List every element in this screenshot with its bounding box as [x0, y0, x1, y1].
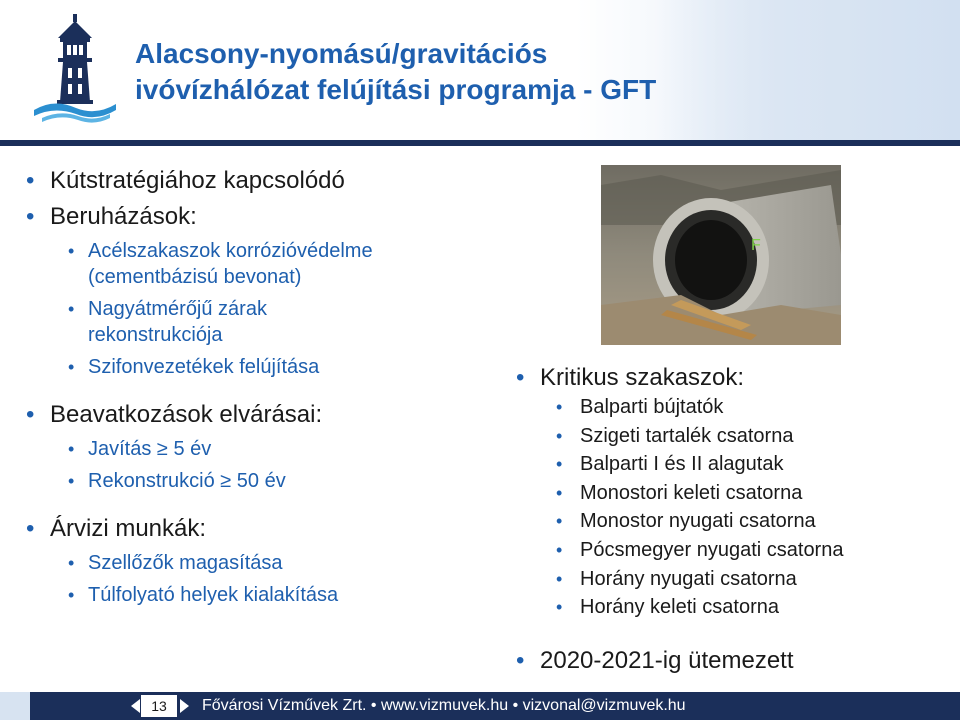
sub-bullet-javitas: • Javítás ≥ 5 év	[68, 436, 486, 462]
sub-bullet-critical-1: • Balparti bújtatók	[556, 393, 946, 422]
sub-bullet-critical-5: • Monostor nyugati csatorna	[556, 507, 946, 536]
sub-bullet-rekonstrukcio: • Rekonstrukció ≥ 50 év	[68, 468, 486, 494]
left-bullet-list	[26, 166, 486, 608]
sub-bullet-zarak: • Nagyátmérőjű zárak rekonstrukciója	[68, 296, 318, 348]
title-line-2: ivóvízhálózat felújítási programja - GFT	[135, 74, 657, 105]
sub-bullet-critical-8: • Horány keleti csatorna	[556, 593, 946, 622]
title-line-1: Alacsony-nyomású/gravitációs	[135, 38, 548, 69]
footer-accent	[0, 692, 30, 720]
next-slide-arrow-icon[interactable]	[180, 699, 189, 713]
bullet-beavatkozasok: • Beavatkozások elvárásai:	[26, 400, 486, 430]
sub-bullet-acelszakaszok: • Acélszakaszok korrózióvédelme (cementbázisú bevonat)	[68, 238, 418, 290]
sub-bullet-critical-4: • Monostori keleti csatorna	[556, 479, 946, 508]
sub-bullet-critical-2: • Szigeti tartalék csatorna	[556, 422, 946, 451]
right-bullet-list	[516, 363, 946, 676]
bullet-schedule: • 2020-2021-ig ütemezett	[516, 646, 946, 676]
pipe-marking-text: F	[751, 237, 761, 254]
pipe-photo	[601, 165, 841, 345]
bullet-beruhazasok: • Beruházások:	[26, 202, 486, 232]
bullet-kritikus: • Kritikus szakaszok:	[516, 363, 946, 393]
sub-bullet-tulfolyato: • Túlfolyató helyek kialakítása	[68, 582, 486, 608]
header-divider	[0, 140, 960, 146]
prev-slide-arrow-icon[interactable]	[131, 699, 140, 713]
footer-contact: Fővárosi Vízművek Zrt. • www.vizmuvek.hu • vizvonal@vizmuvek.hu	[202, 697, 686, 714]
sub-bullet-critical-6: • Pócsmegyer nyugati csatorna	[556, 536, 946, 565]
bullet-arvizi: • Árvizi munkák:	[26, 514, 486, 544]
sub-bullet-szifon: • Szifonvezetékek felújítása	[68, 354, 486, 380]
sub-bullet-szellozok: • Szellőzők magasítása	[68, 550, 486, 576]
page-number: 13	[141, 695, 177, 717]
water-tower-logo	[30, 12, 120, 124]
page-title	[135, 36, 755, 108]
sub-bullet-critical-3: • Balparti I és II alagutak	[556, 450, 946, 479]
bullet-kutstrategia: • Kútstratégiához kapcsolódó	[26, 166, 486, 196]
sub-bullet-critical-7: • Horány nyugati csatorna	[556, 565, 946, 594]
